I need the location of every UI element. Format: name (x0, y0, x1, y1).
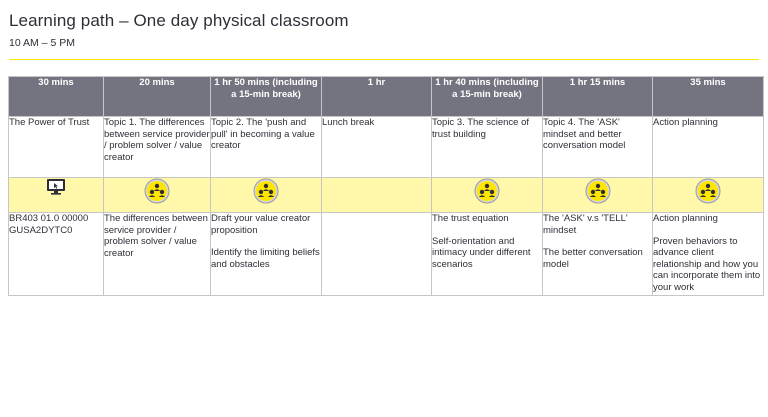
topic-cell: Topic 2. The 'push and pull' in becoming a value creator (211, 117, 322, 178)
topic-cell: Topic 1. The differences between service provider / problem solver / value creator (104, 117, 211, 178)
topic-cell: Lunch break (322, 117, 432, 178)
details-row (9, 213, 764, 296)
format-cell (653, 178, 764, 213)
duration-cell: 20 mins (104, 77, 211, 117)
topic-cell: Action planning (653, 117, 764, 178)
details-text: The trust equation (432, 213, 509, 224)
format-icon-row (9, 178, 764, 213)
schedule-time: 10 AM – 5 PM (9, 37, 75, 49)
details-text: The better conversation model (543, 247, 643, 270)
details-text: Proven behaviors to advance client relationship and how you can incorporate them into your work (653, 235, 761, 293)
duration-header-row (9, 77, 764, 117)
group-icon (253, 178, 279, 204)
format-cell (543, 178, 653, 213)
details-cell (432, 213, 543, 296)
duration-cell: 1 hr 15 mins (543, 77, 653, 117)
topic-cell: The Power of Trust (9, 117, 104, 178)
yellow-divider (9, 59, 759, 60)
details-cell (543, 213, 653, 296)
format-cell (432, 178, 543, 213)
duration-cell: 30 mins (9, 77, 104, 117)
details-text: The differences between service provider / problem solver / value creator (104, 213, 208, 259)
duration-cell: 1 hr 50 mins (including a 15-min break) (211, 77, 322, 117)
details-text: BR403 01.0 00000 GUSA2DYTC0 (9, 213, 89, 236)
group-icon (144, 178, 170, 204)
details-cell (322, 213, 432, 296)
monitor-icon (46, 178, 66, 196)
details-cell (104, 213, 211, 296)
details-cell (653, 213, 764, 296)
group-icon (474, 178, 500, 204)
format-cell (322, 178, 432, 213)
details-text: Identify the limiting beliefs and obstacles (211, 247, 320, 270)
duration-cell: 35 mins (653, 77, 764, 117)
format-cell (104, 178, 211, 213)
details-text: The 'ASK' v.s 'TELL' mindset (543, 213, 628, 236)
topic-cell: Topic 4. The 'ASK' mindset and better conversation model (543, 117, 653, 178)
format-cell (9, 178, 104, 213)
details-cell (9, 213, 104, 296)
details-cell (211, 213, 322, 296)
page-title: Learning path – One day physical classroom (9, 11, 349, 30)
details-text: Draft your value creator proposition (211, 213, 311, 236)
duration-cell: 1 hr (322, 77, 432, 117)
group-icon (585, 178, 611, 204)
format-cell (211, 178, 322, 213)
details-text: Action planning (653, 213, 718, 224)
details-text: Self-orientation and intimacy under different scenarios (432, 235, 531, 270)
learning-path-table (8, 76, 764, 296)
topic-row (9, 117, 764, 178)
duration-cell: 1 hr 40 mins (including a 15-min break) (432, 77, 543, 117)
group-icon (695, 178, 721, 204)
topic-cell: Topic 3. The science of trust building (432, 117, 543, 178)
